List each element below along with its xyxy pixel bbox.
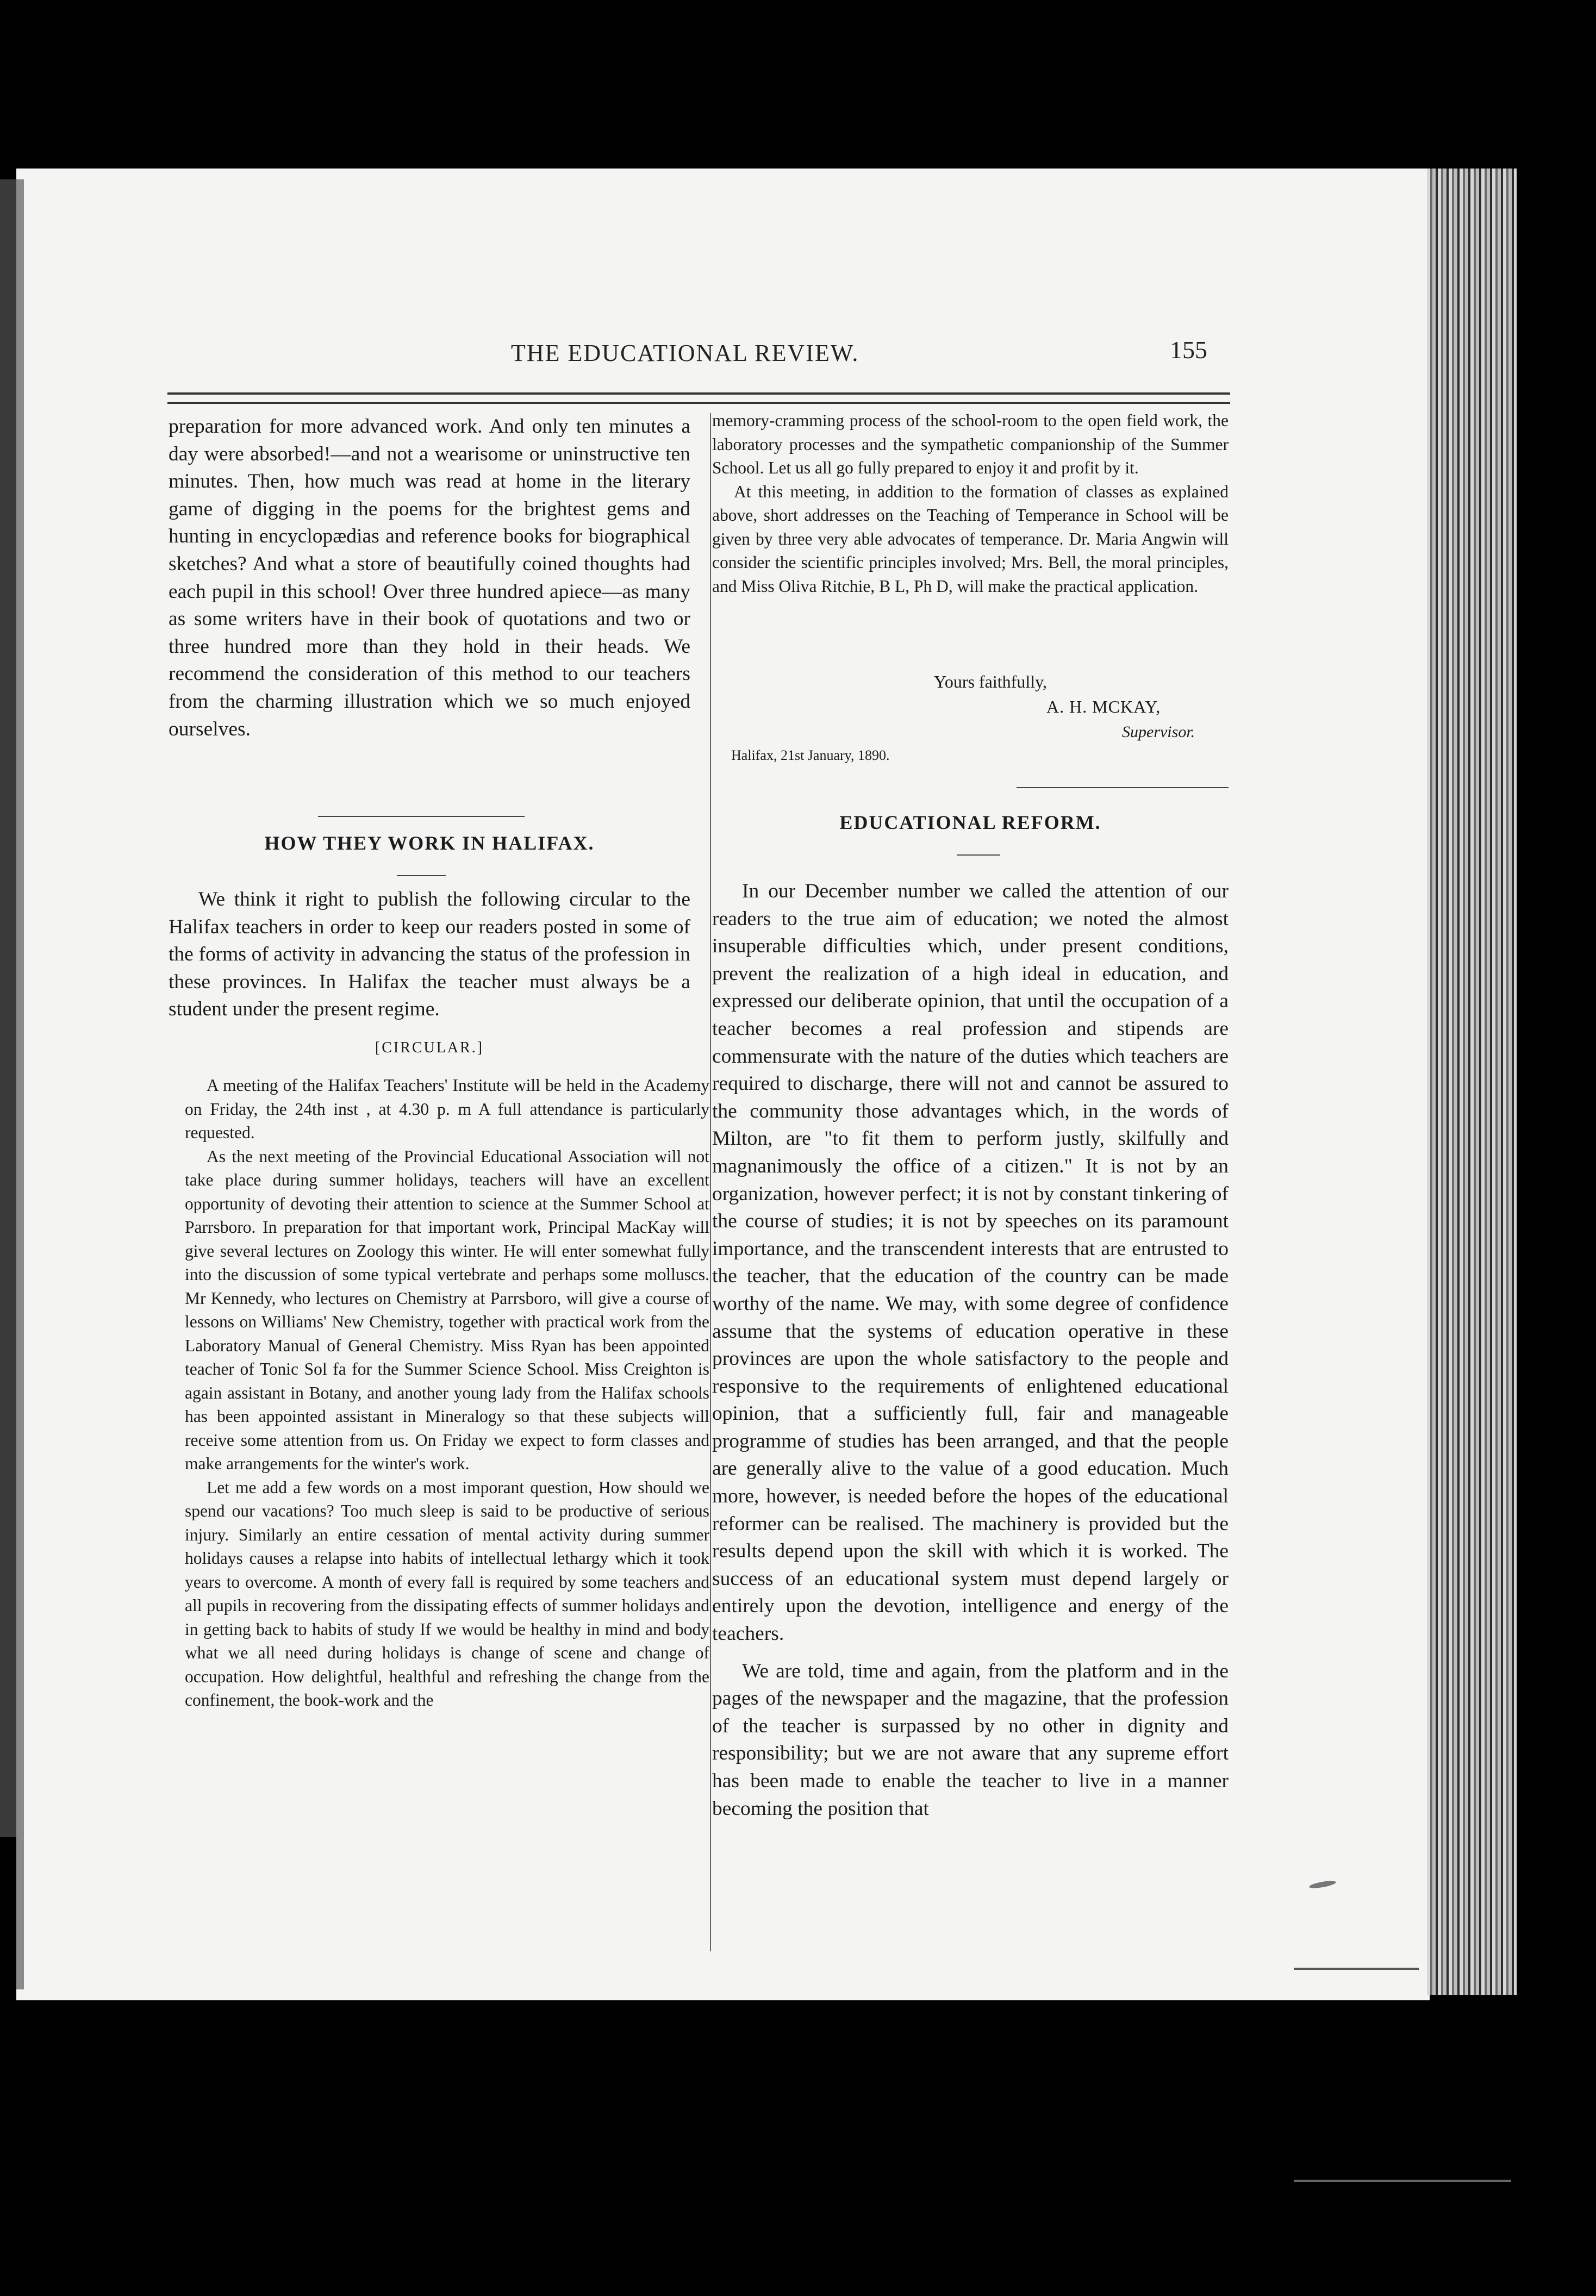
section-divider [318,816,525,817]
running-title: THE EDUCATIONAL REVIEW. [511,340,859,366]
continuation-paragraph: preparation for more advanced work. And only ten minutes a day were absorbed!—and not a wearisome or uninstructive ten minutes. Then, how much was read at home in the literary game of digging in the poems for the brightest gems and hunting in encyclopædias and reference books for biographical sketches? And what a store of beautifully coined thoughts had each pupil in this school! Over three hundred apiece—as many as some writers have in their book of quotations and two or three hundred more than they hold in their heads. We recommend the consideration of this method to our teachers from the charming illustration which we so much enjoyed ourselves. [169,415,690,740]
circular-body [185,1074,709,1712]
circular-label: [CIRCULAR.] [375,1039,484,1056]
scan-artifact-line [1294,1968,1419,1970]
header-rule [167,392,1230,395]
header-rule [167,402,1230,404]
circular-continuation [712,409,1229,598]
heading-underline [957,854,1000,856]
section-divider [1017,787,1229,788]
article-heading: HOW THEY WORK IN HALIFAX. [264,832,595,854]
signoff-title: Supervisor. [1122,723,1195,741]
circular-paragraph: A meeting of the Halifax Teachers' Institute will be held in the Academy on Friday, the 24th inst , at 4.30 p. m A full attendance is particularly requested. [185,1076,709,1142]
book-page-edges [1427,169,1517,1995]
body-paragraph: We are told, time and again, from the platform and in the pages of the newspaper and the magazine, that the profession of the teacher is surpassed by no other in dignity and responsibility; but we are not aware that any supreme effort has been made to enable the teacher to live in a manner becoming the position that [712,1659,1229,1820]
circular-paragraph: memory-cramming process of the school-room to the open field work, the laboratory processes and the sympathetic companionship of the Summer School. Let us all go fully prepared to enjoy it and profit by it. [712,411,1229,477]
column-divider [710,413,711,1951]
signoff-name: A. H. MCKAY, [1046,697,1161,716]
scan-border [0,179,16,1837]
dateline: Halifax, 21st January, 1890. [731,747,890,763]
scan-artifact-line [1294,2180,1511,2182]
article-intro [169,886,690,1024]
signoff-closing: Yours faithfully, [934,672,1048,691]
circular-paragraph: At this meeting, in addition to the formation of classes as explained above, short addresses on the Teaching of Temperance in School will be given by three very able advocates of temperance. Dr. Maria Angwin will consider the scientific principles involved; Mrs. Bell, the moral principles, and Miss Oliva Ritchie, B L, Ph D, will make the practical application. [712,482,1229,596]
article-heading: EDUCATIONAL REFORM. [839,812,1101,833]
circular-paragraph: Let me add a few words on a most imporant question, How should we spend our vacations? Too much sleep is said to be productive of serious injury. Similarly an entire cessation of mental activity during summer holidays causes a relapse into habits of intellectual lethargy which it took years to overcome. A month of every fall is required by some teachers and all pupils in recovering from the dissipating effects of summer holidays and in getting back to habits of study If we would be healthy in mind and body what we all need during holidays is change of scene and change of occupation. How delightful, healthful and refreshing the change from the confinement, the book-work and the [185,1477,709,1709]
circular-paragraph: As the next meeting of the Provincial Educational Association will not take place during summer holidays, teachers will have an excellent opportunity of devoting their attention to science at the Summer School at Parrsboro. In preparation for that important work, Principal MacKay will give several lectures on Zoology this winter. He will enter somewhat fully into the discussion of some typical vertebrate and perhaps some molluscs. Mr Kennedy, who lectures on Chemistry at Parrsboro, will give a course of lessons on Williams' New Chemistry, together with practical work from the Laboratory Manual of General Chemistry. Miss Ryan has been appointed teacher of Tonic Sol fa for the Summer Science School. Miss Creighton is again assistant in Botany, and another young lady from the Halifax schools has been appointed assistant in Mineralogy so that these subjects will receive some attention from us. On Friday we expect to form classes and make arrangements for the winter's work. [185,1146,709,1473]
page-gutter-shadow [16,179,24,1989]
article-body [712,878,1229,1823]
heading-underline [397,875,446,876]
page-number: 155 [1170,336,1207,364]
body-paragraph: In our December number we called the attention of our readers to the true aim of education; we noted the almost insuperable difficulties which, under present conditions, prevent the realization of a high ideal in education, and expressed our deliberate opinion, that until the occupation of a teacher becomes a real profession and stipends are commensurate with the nature of the duties which teachers are required to discharge, there will not and cannot be assured to the community those advantages which, in the words of Milton, are "to fit them to perform justly, skilfully and magnanimously the office of a citizen." It is not by an organization, however perfect; it is not by constant tinkering of the course of studies; it is not by speeches on its paramount importance, and the transcendent interests that are entrusted to the teacher, that the education of the country can be made worthy of the name. We may, with some degree of confidence assume that the systems of education operative in these provinces are upon the whole satisfactory to the people and responsive to the requirements of enlightened educational opinion, that a sufficiently full, fair and manageable programme of studies has been arranged, and that the people are generally alive to the value of a good education. Much more, however, is needed before the hopes of the educational reformer can be realised. The machinery is provided but the results depend upon the skill with which it is worked. The success of an educational system must depend largely or entirely upon the devotion, intelligence and energy of the teachers. [712,880,1229,1645]
intro-paragraph: We think it right to publish the following circular to the Halifax teachers in order to keep our readers posted in some of the forms of activity in advancing the status of the profession in these provinces. In Halifax the teacher must always be a student under the present regime. [169,888,690,1021]
left-column-continuation [169,413,690,743]
